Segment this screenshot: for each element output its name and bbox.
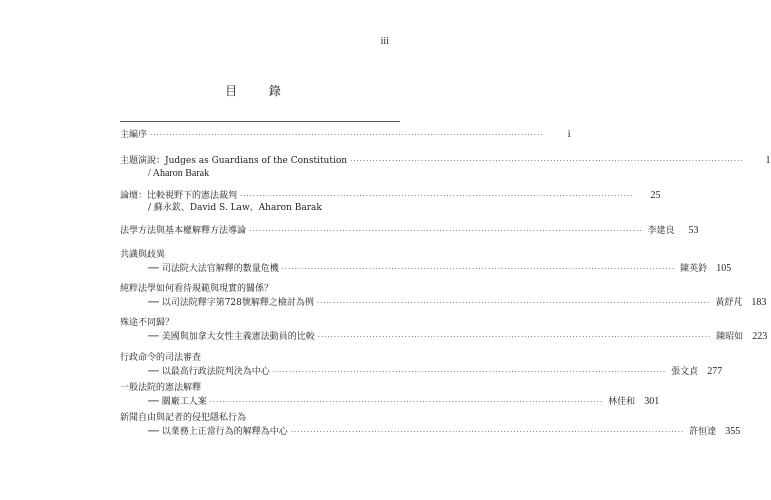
toc-entry-page: 105 [716, 263, 732, 274]
toc-entry [120, 412, 741, 438]
toc-title: 目 錄 [225, 84, 295, 98]
leader-dots [317, 297, 710, 310]
toc-entry [120, 283, 767, 309]
toc-entry-subtitle: / Aharon Barak [148, 168, 210, 179]
toc-entry-title: 新聞自由與記者的侵犯隱私行為 [120, 413, 247, 423]
toc-top-rule [120, 121, 400, 122]
toc-entry-title: 法學方法與基本權解釋方法導論 [120, 226, 247, 236]
toc-entry-author: 陳昭如 [716, 332, 744, 342]
leader-dots [318, 331, 711, 344]
page-number: iii [380, 36, 389, 47]
toc-entry [120, 154, 771, 180]
toc-entry [120, 249, 732, 275]
toc-entry-author: 李建良 [647, 226, 675, 236]
toc-entry-author: 陳英鈐 [680, 264, 708, 274]
toc-entry-page: 277 [707, 366, 723, 377]
toc-entry-subtitle: ── 以業務上正當行為的解釋為中心 [148, 427, 288, 437]
toc-entry-page: 301 [644, 396, 660, 407]
toc-entry-title: 主題演說：Judges as Guardians of the Constitution [120, 156, 348, 166]
toc-entry-author: 黃舒芃 [715, 298, 743, 308]
toc-entry-subtitle: ── 以最高行政法院判決為中心 [148, 367, 270, 377]
toc-entry [120, 189, 661, 215]
toc-entry [120, 128, 571, 141]
toc-entry-title: 主編序 [120, 130, 148, 140]
toc-entry [120, 382, 660, 408]
leader-dots [273, 366, 666, 379]
toc-entry-title: 殊途不同歸？ [120, 318, 175, 328]
toc-entry-title: 純粹法學如何看待規範與現實的關係？ [120, 284, 274, 294]
toc-entry-page: i [567, 129, 571, 140]
toc-entry-author: 張文貞 [671, 367, 699, 377]
toc-entry-subtitle: ── 關廠工人案 [148, 397, 207, 407]
toc-entry-title: 行政命令的司法審查 [120, 353, 202, 363]
toc-entry [120, 352, 723, 378]
toc-entry-page: 53 [688, 225, 699, 236]
leader-dots [249, 225, 642, 238]
toc-entry-page: 223 [752, 331, 768, 342]
toc-entry-subtitle: ── 美國與加拿大女性主義憲法動員的比較 [148, 332, 315, 342]
toc-entry-subtitle: / 蘇永欽、David S. Law、Aharon Barak [148, 203, 322, 213]
toc-entry-title: 一般法院的憲法解釋 [120, 383, 202, 393]
leader-dots [282, 263, 675, 276]
toc-entry-author: 林佳和 [608, 397, 636, 407]
toc-entry-author: 許恒達 [689, 427, 717, 437]
toc-entry [120, 317, 768, 343]
toc-entry-subtitle: ── 以司法院釋字第728號解釋之檢討為例 [148, 298, 314, 308]
leader-dots [150, 129, 543, 142]
toc-entry-title: 共識與歧異 [120, 250, 166, 260]
leader-dots [291, 426, 684, 439]
toc-entry-subtitle: ── 司法院大法官解釋的數量危機 [148, 264, 279, 274]
toc-entry-page: 355 [725, 426, 741, 437]
toc-entry-page: 183 [751, 297, 767, 308]
toc-entry-title: 論壇：比較視野下的憲法裁判 [120, 191, 238, 201]
toc-entry [120, 224, 699, 237]
leader-dots [210, 396, 603, 409]
toc-entry-page: 1 [765, 155, 771, 166]
leader-dots [350, 155, 743, 168]
toc-entry-page: 25 [650, 190, 661, 201]
